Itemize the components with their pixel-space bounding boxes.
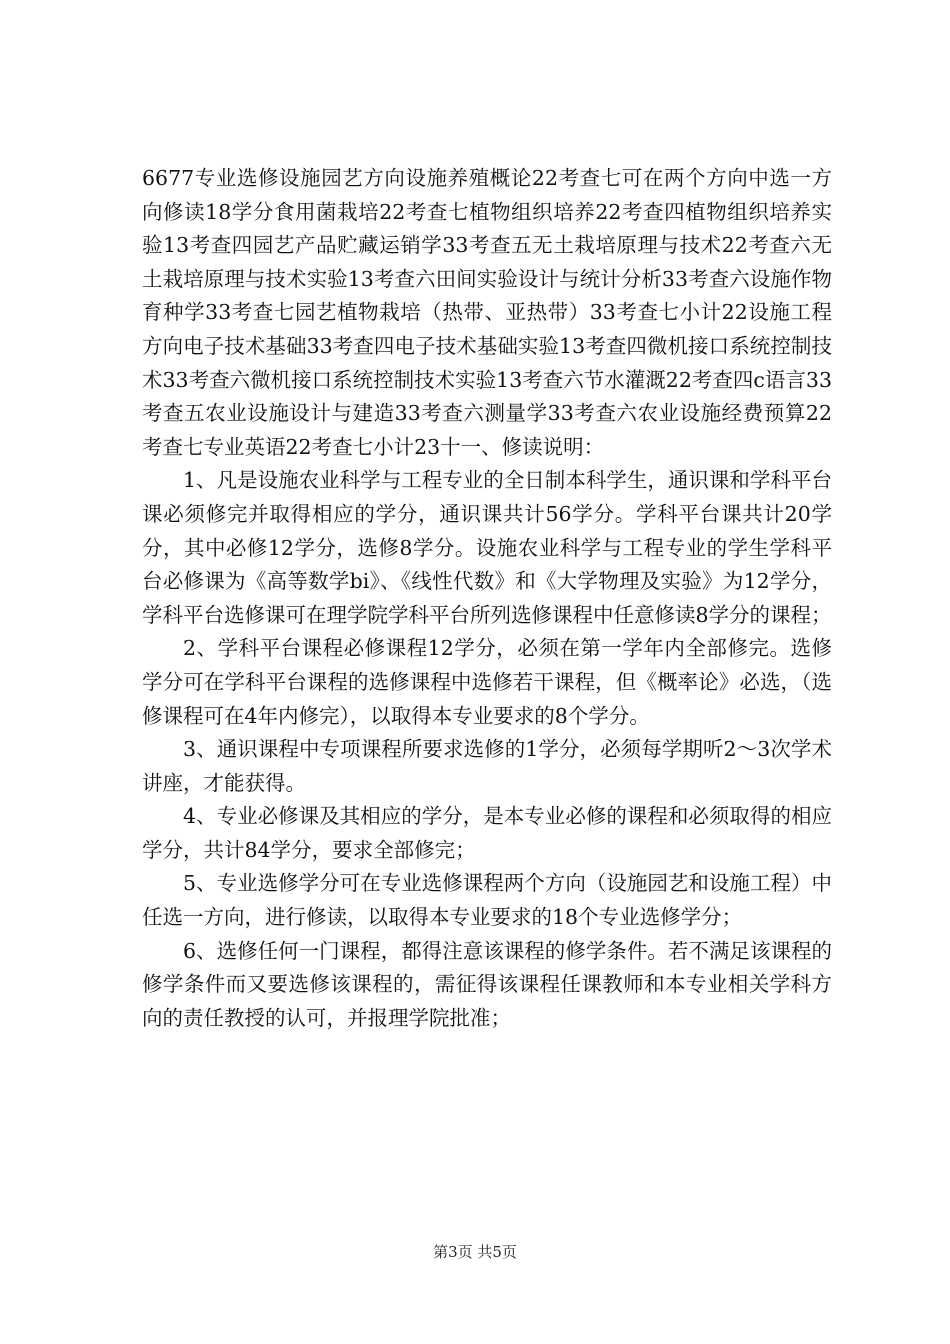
paragraph-note-1: 1、凡是设施农业科学与工程专业的全日制本科学生，通识课和学科平台课必须修完并取得相应的学分，通识课共计56学分。学科平台课共计20学分，其中必修12学分，选修8学分。设施农业科学与工程专业的学生学科平台必修课为《高等数学bi》、《线性代数》和《大学物理及实验》为12学分，学科平台选修课可在理学院学科平台所列选修课程中任意修读8学分的课程； [142, 468, 832, 627]
paragraph-note-5: 5、专业选修学分可在专业选修课程两个方向（设施园艺和设施工程）中任选一方向，进行修读，以取得本专业要求的18个专业选修学分； [142, 871, 832, 930]
document-body [142, 162, 832, 1035]
paragraph-note-2: 2、学科平台课程必修课程12学分，必须在第一学年内全部修完。选修学分可在学科平台课程的选修课程中选修若干课程，但《概率论》必选，（选修课程可在4年内修完），以取得本专业要求的8个学分。 [142, 636, 832, 728]
page-number-footer: 第3页 共5页 [433, 1243, 517, 1261]
paragraph-course-list: 6677专业选修设施园艺方向设施养殖概论22考查七可在两个方向中选一方向修读18学分食用菌栽培22考查七植物组织培养22考查四植物组织培养实验13考查四园艺产品贮藏运销学33考查五无土栽培原理与技术22考查六无土栽培原理与技术实验13考查六田间实验设计与统计分析33考查六设施作物育种学33考查七园艺植物栽培（热带、亚热带）33考查七小计22设施工程方向电子技术基础33考查四电子技术基础实验13考查四微机接口系统控制技术33考查六微机接口系统控制技术实验13考查六节水灌溉22考查四c语言33考查五农业设施设计与建造33考查六测量学33考查六农业设施经费预算22考查七专业英语22考查七小计23十一、修读说明： [142, 166, 832, 459]
paragraph-note-3: 3、通识课程中专项课程所要求选修的1学分，必须每学期听2～3次学术讲座，才能获得。 [142, 737, 832, 795]
paragraph-note-6: 6、选修任何一门课程，都得注意该课程的修学条件。若不满足该课程的修学条件而又要选修该课程的，需征得该课程任课教师和本专业相关学科方向的责任教授的认可，并报理学院批准； [142, 938, 832, 1030]
paragraph-note-4: 4、专业必修课及其相应的学分，是本专业必修的课程和必须取得的相应学分，共计84学分，要求全部修完； [142, 804, 832, 862]
